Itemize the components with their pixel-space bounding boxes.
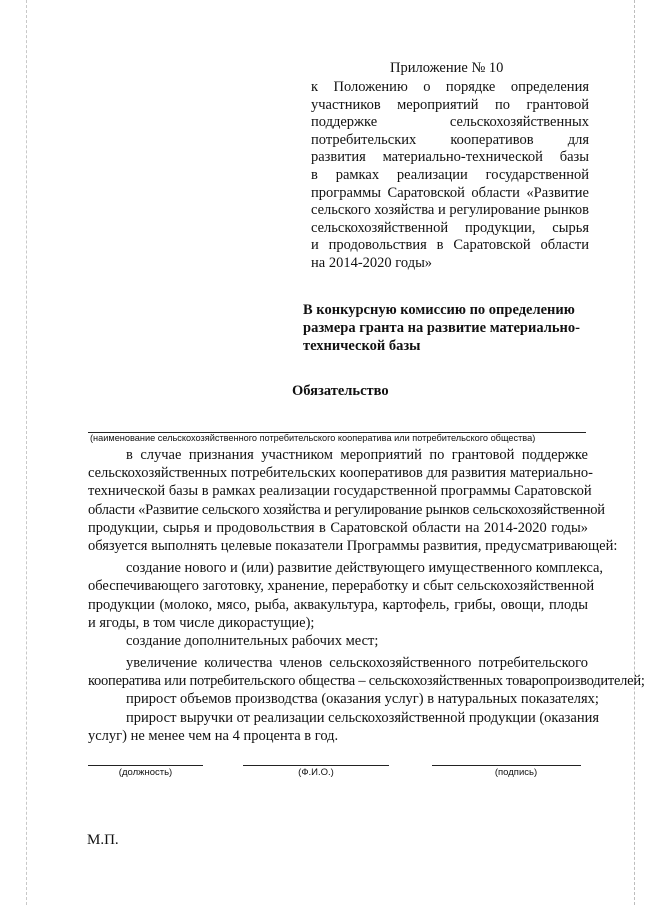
scan-edge-left [26, 0, 27, 905]
organization-caption: (наименование сельскохозяйственного потребительского кооператива или потребительского общества) [90, 433, 536, 443]
appendix-line: сельского хозяйства и регулирование рынков [311, 202, 589, 219]
obligation-body [88, 446, 645, 745]
addressee-line: размера гранта на развитие материально- [303, 320, 580, 336]
body-line: увеличение количества членов сельскохозяйственного потребительского [126, 655, 588, 672]
appendix-line: развития материально-технической базы [311, 149, 589, 166]
name-caption: (Ф.И.О.) [298, 767, 334, 778]
appendix-line: к Положению о порядке определения [311, 79, 589, 95]
body-line: прирост объемов производства (оказания услуг) в натуральных показателях; [126, 691, 599, 708]
addressee-line: технической базы [303, 338, 421, 354]
body-line: области «Развитие сельского хозяйства и регулирование рынков сельскохозяйственной [88, 501, 605, 518]
body-line: прирост выручки от реализации сельскохозяйственной продукции (оказания [126, 709, 600, 726]
appendix-reference [311, 79, 589, 273]
position-caption: (должность) [118, 767, 173, 778]
scan-edge-right [634, 0, 635, 905]
addressee-line: В конкурсную комиссию по определению [303, 302, 575, 318]
signature-fill-line [432, 765, 581, 766]
body-line: создание дополнительных рабочих мест; [126, 632, 379, 649]
appendix-line: участников мероприятий по грантовой [311, 96, 589, 113]
body-line: сельскохозяйственных потребительских кооперативов для развития материально- [88, 465, 594, 482]
appendix-line: и продовольствия в Саратовской области [311, 237, 589, 254]
document-title: Обязательство [292, 383, 389, 399]
appendix-line: потребительских кооперативов для [311, 131, 589, 148]
appendix-line: поддержке сельскохозяйственных [311, 114, 589, 131]
appendix-line: в рамках реализации государственной [311, 166, 589, 183]
appendix-line: программы Саратовской области «Развитие [311, 184, 589, 201]
body-line: технической базы в рамках реализации государственной программы Саратовской [88, 483, 592, 500]
body-line: обеспечивающего заготовку, хранение, переработку и сбыт сельскохозяйственной [88, 578, 595, 595]
name-fill-line [243, 765, 389, 766]
body-line: услуг) не менее чем на 4 процента в год. [88, 727, 339, 744]
body-line: обязуется выполнять целевые показатели Программы развития, предусматривающей: [88, 537, 618, 554]
body-line: и ягоды, в том числе дикорастущие); [88, 614, 315, 631]
body-line: создание нового и (или) развитие действующего имущественного комплекса, [126, 560, 604, 577]
body-line: продукции (молоко, мясо, рыба, аквакультура, картофель, грибы, овощи, плоды [88, 596, 588, 613]
body-line: кооператива или потребительского общества – сельскохозяйственных товаропроизводителей; [88, 673, 645, 690]
appendix-title: Приложение № 10 [390, 60, 504, 76]
appendix-line: на 2014-2020 годы» [311, 254, 433, 271]
stamp-place-label: М.П. [87, 832, 119, 848]
position-fill-line [88, 765, 203, 766]
addressee-block [303, 301, 588, 355]
signature-caption: (подпись) [494, 767, 538, 778]
body-line: в случае признания участником мероприятий по грантовой поддержке [126, 447, 588, 463]
body-line: продукции, сырья и продовольствия в Саратовской области на 2014-2020 годы» [88, 519, 588, 536]
appendix-line: сельскохозяйственной продукции, сырья [311, 219, 589, 236]
